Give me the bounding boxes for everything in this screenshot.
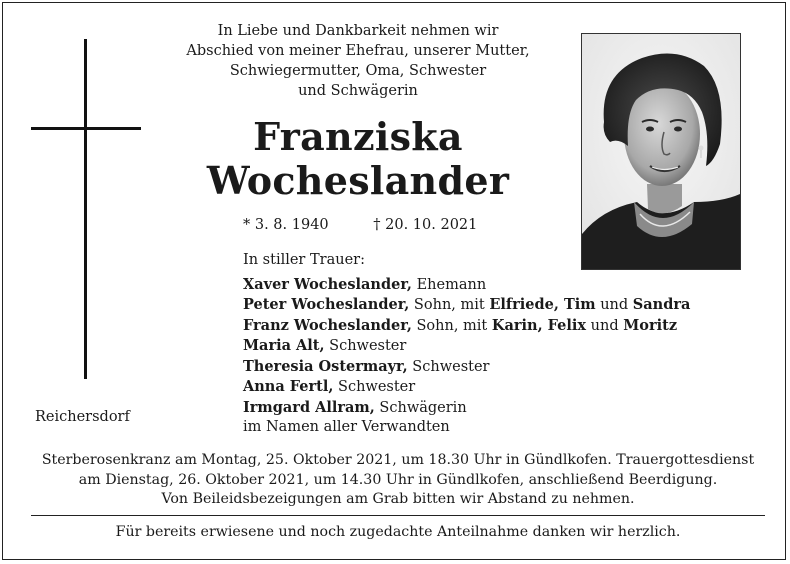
- mourner-relation: im Namen aller Verwandten: [243, 419, 450, 435]
- mourner-name: Anna Fertl,: [243, 378, 334, 395]
- service-details: [25, 451, 771, 510]
- mourner-name: Maria Alt,: [243, 337, 325, 354]
- mourner-name: Elfriede, Tim: [489, 296, 596, 313]
- mourner-entry: [243, 357, 690, 378]
- mourner-entry: [243, 398, 690, 419]
- intro-line: In Liebe und Dankbarkeit nehmen wir: [217, 23, 499, 39]
- portrait-image: [582, 34, 740, 269]
- mourner-rows: [243, 275, 690, 438]
- mourner-entry: [243, 336, 690, 357]
- last-name: Wocheslander: [206, 158, 510, 203]
- thanks-text: Für bereits erwiesene und noch zugedachte Anteilnahme danken wir herzlich.: [115, 524, 681, 540]
- mourner-name: Sandra: [632, 296, 691, 313]
- mourner-relation: Sohn, mit: [411, 317, 492, 334]
- mourner-relation: Schwägerin: [374, 399, 467, 416]
- death-date: † 20. 10. 2021: [373, 217, 478, 233]
- intro-text: [153, 21, 563, 101]
- mourner-name: Moritz: [623, 316, 678, 334]
- life-dates: [243, 217, 477, 233]
- portrait-photo: [581, 33, 741, 270]
- mourner-entry: [243, 316, 690, 337]
- mourner-relation: Schwester: [333, 379, 416, 395]
- intro-line: Schwiegermutter, Oma, Schwester: [229, 63, 487, 79]
- cross-icon: [84, 39, 87, 379]
- mourners-list: [243, 251, 690, 438]
- cross-icon-bar: [31, 127, 141, 130]
- details-line: am Dienstag, 26. Oktober 2021, um 14.30 Uhr in Gündlkofen, anschließend Beerdigung.: [78, 471, 718, 488]
- mourner-name: Karin, Felix: [491, 316, 587, 334]
- mourner-entry: [243, 377, 690, 398]
- mourner-entry: [243, 275, 690, 296]
- intro-line: Abschied von meiner Ehefrau, unserer Mutter,: [186, 43, 530, 59]
- details-line: Sterberosenkranz am Montag, 25. Oktober 2021, um 18.30 Uhr in Gündlkofen. Trauergottesdienst: [41, 452, 755, 468]
- deceased-name: [153, 115, 563, 203]
- details-line: Von Beileidsbezeigungen am Grab bitten wir Abstand zu nehmen.: [161, 491, 635, 507]
- mourner-entry: [243, 418, 690, 438]
- mourners-lead: In stiller Trauer:: [243, 252, 365, 268]
- intro-line: und Schwägerin: [298, 83, 418, 99]
- mourner-name: Xaver Wocheslander,: [243, 275, 412, 293]
- mourner-relation: Schwester: [407, 358, 490, 375]
- mourner-name: Irmgard Allram,: [243, 398, 375, 416]
- mourner-name: Peter Wocheslander,: [243, 296, 410, 313]
- place-name: Reichersdorf: [35, 409, 130, 425]
- mourner-entry: [243, 295, 690, 316]
- birth-date: * 3. 8. 1940: [243, 217, 329, 233]
- first-name: Franziska: [253, 114, 463, 159]
- mourner-relation: und: [586, 317, 624, 334]
- divider-line: [31, 515, 765, 516]
- mourner-name: Franz Wocheslander,: [243, 316, 412, 334]
- mourner-relation: Sohn, mit: [409, 297, 490, 313]
- mourner-relation: und: [595, 297, 633, 313]
- mourner-relation: Schwester: [324, 338, 407, 354]
- mourner-name: Theresia Ostermayr,: [243, 357, 408, 375]
- obituary-notice: [2, 2, 786, 560]
- mourner-relation: Ehemann: [411, 276, 487, 293]
